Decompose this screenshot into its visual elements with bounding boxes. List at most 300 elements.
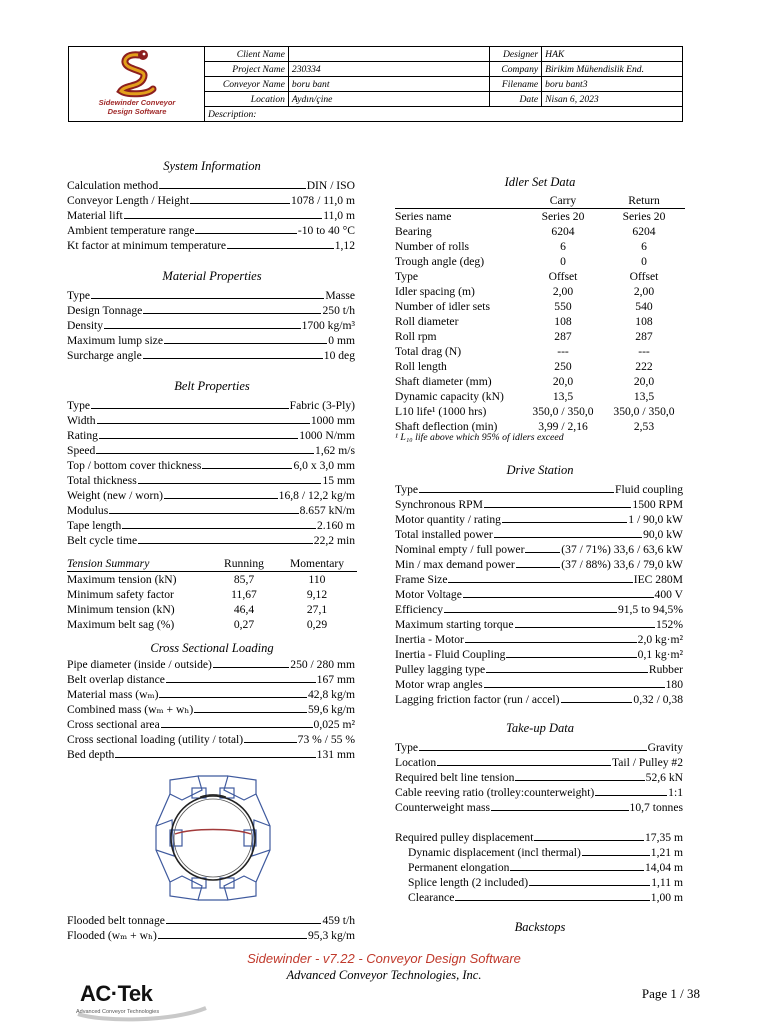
row-cross-sectional-area [67,717,355,732]
row-label: Idler spacing (m) [395,285,475,298]
row-maximum-starting-torque [395,617,683,632]
row-label: Material lift [67,209,123,222]
row-value: 180 [665,678,683,691]
row-conveyor-length-height [67,193,355,208]
row-value: 287 [635,330,653,343]
return-header: Return [603,193,685,209]
row-label: Permanent elongation [408,861,510,874]
location-label: Location [205,92,289,107]
leader-line [164,343,327,344]
leader-line [124,218,323,219]
row-value: 22,2 min [313,534,355,547]
row-label: Modulus [67,504,109,517]
row-value: 9,12 [306,588,328,601]
actek-logo [72,978,212,1022]
leader-line [164,498,278,499]
row-label: Type [395,483,419,496]
row-value: 1500 RPM [632,498,683,511]
tension-row [67,602,357,617]
leader-line [138,483,322,484]
row-counterweight-mass [395,800,683,815]
leader-line [202,468,292,469]
actek-wordmark: AC·Tek [80,981,153,1006]
leader-line [484,687,665,688]
row-value: 0 [641,255,647,268]
leader-line [595,795,667,796]
date-value: Nisan 6, 2023 [542,92,683,107]
row-label: Rating [67,429,98,442]
row-label: Maximum belt sag (%) [67,618,175,631]
idler-row [395,344,685,359]
idler-row [395,404,685,419]
row-calculation-method [67,178,355,193]
location-value: Aydın/çine [288,92,489,107]
row-label: Weight (new / worn) [67,489,163,502]
row-value: --- [638,345,650,358]
row-label: Maximum lump size [67,334,163,347]
leader-line [91,408,289,409]
row-label: Motor wrap angles [395,678,483,691]
row-total-installed-power [395,527,683,542]
row-flooded-belt-tonnage [67,913,355,928]
row-label: Synchronous RPM [395,498,483,511]
leader-line [494,537,642,538]
row-value: 27,1 [306,603,328,616]
row-location [395,755,683,770]
row-value: 91,5 to 94,5% [617,603,683,616]
row-value: 20,0 [633,375,655,388]
row-label: Speed [67,444,96,457]
row-splice-length-2-included [395,875,683,890]
row-value: 6 [560,240,566,253]
row-value: 250 [554,360,572,373]
row-value: 167 mm [316,673,355,686]
row-value: 459 t/h [322,914,355,927]
row-value: 250 / 280 mm [290,658,355,671]
project-name-label: Project Name [205,62,289,77]
row-motor-wrap-angles [395,677,683,692]
row-label: Number of rolls [395,240,470,253]
row-inertia-motor [395,632,683,647]
row-value: Series 20 [622,210,666,223]
row-type [67,288,355,303]
row-value: 108 [554,315,572,328]
row-label: Total drag (N) [395,345,462,358]
header-table [204,46,683,122]
row-min-max-demand-power [395,557,683,572]
row-label: Top / bottom cover thickness [67,459,202,472]
row-value: 1:1 [668,786,683,799]
leader-line [244,742,297,743]
row-value: 540 [635,300,653,313]
row-label: Lagging friction factor (run / accel) [395,693,560,706]
row-label: Shaft deflection (min) [395,420,498,433]
leader-line [419,492,614,493]
row-label: Dynamic capacity (kN) [395,390,504,403]
row-value: 1,11 m [651,876,683,889]
row-value: 350,0 / 350,0 [532,405,594,418]
drive-station-title: Drive Station [506,463,574,477]
logo-text [69,98,205,116]
row-label: Type [395,741,419,754]
row-label: Flooded belt tonnage [67,914,165,927]
tension-row [67,617,357,632]
tension-row [67,572,357,588]
project-name-value: 230334 [288,62,489,77]
row-belt-overlap-distance [67,672,355,687]
row-value: (37 / 88%) 33,6 / 79,0 kW [561,558,683,571]
leader-line [529,885,650,886]
row-belt-cycle-time [67,533,355,548]
row-combined-mass-w-w [67,702,355,717]
client-name-value [288,47,489,62]
row-permanent-elongation [395,860,683,875]
row-maximum-lump-size [67,333,355,348]
row-value: 42,8 kg/m [307,688,355,701]
row-cross-sectional-loading-utility-total [67,732,355,747]
row-value: 0,025 m² [313,718,355,731]
description-cell [205,107,683,122]
leader-line [582,855,650,856]
row-frame-size [395,572,683,587]
row-value: 108 [635,315,653,328]
row-weight-new-worn [67,488,355,503]
idler-blank-header [395,193,523,209]
row-value: 0,32 / 0,38 [633,693,683,706]
row-value: 2,00 [552,285,574,298]
leader-line [194,712,307,713]
row-label: Density [67,319,104,332]
row-synchronous-rpm [395,497,683,512]
row-value: 350,0 / 350,0 [613,405,675,418]
row-value: Tail / Pulley #2 [612,756,683,769]
leader-line [109,513,298,514]
row-value: 0 [560,255,566,268]
row-label: Combined mass (wₘ + wₕ) [67,703,194,716]
row-value: Gravity [647,741,683,754]
row-required-belt-line-tension [395,770,683,785]
leader-line [419,750,647,751]
row-value: Fluid coupling [615,483,683,496]
row-value: 400 V [654,588,683,601]
row-label: Total thickness [67,474,137,487]
leader-line [91,298,324,299]
backstops-title: Backstops [514,920,566,934]
row-label: Shaft diameter (mm) [395,375,492,388]
row-label: Motor Voltage [395,588,462,601]
leader-line [510,870,644,871]
filename-label: Filename [490,77,542,92]
leader-line [534,840,644,841]
leader-line [104,328,301,329]
leader-line [159,188,306,189]
row-width [67,413,355,428]
leader-line [502,522,627,523]
row-lagging-friction-factor-run-accel [395,692,683,707]
belt-properties-title: Belt Properties [174,379,250,393]
leader-line [448,582,632,583]
take-up-data-title: Take-up Data [506,721,574,735]
row-label: Trough angle (deg) [395,255,485,268]
row-pipe-diameter-inside-outside [67,657,355,672]
row-value: 1000 N/mm [299,429,355,442]
conveyor-name-value: boru bant [288,77,489,92]
row-value: 11,0 m [323,209,355,222]
row-value: 3,99 / 2,16 [538,420,588,433]
leader-line [463,597,654,598]
row-value: 0,29 [306,618,328,631]
leader-line [115,757,315,758]
row-value: --- [557,345,569,358]
leader-line [484,507,631,508]
row-motor-voltage [395,587,683,602]
row-value: 0 mm [328,334,355,347]
row-label: Cross sectional area [67,718,160,731]
idler-row [395,269,685,284]
row-label: Location [395,756,437,769]
pipe-cross-section-diagram [148,770,278,906]
row-label: Type [67,399,91,412]
conveyor-name-label: Conveyor Name [205,77,289,92]
row-density [67,318,355,333]
leader-line [515,780,644,781]
description-label: Description: [208,108,257,120]
row-value: (37 / 71%) 33,6 / 63,6 kW [561,543,683,556]
row-value: 152% [655,618,683,631]
cross-sectional-loading-title: Cross Sectional Loading [150,641,274,655]
row-value: 14,04 m [644,861,683,874]
row-required-pulley-displacement [395,830,683,845]
leader-line [525,552,560,553]
row-clearance [395,890,683,905]
row-label: Roll rpm [395,330,437,343]
row-speed [67,443,355,458]
flooded-list [67,913,355,943]
row-value: 15 mm [322,474,355,487]
software-version-footer: Sidewinder - v7.22 - Conveyor Design Software [247,951,521,966]
row-kt-factor-at-minimum-temperature [67,238,355,253]
leader-line [143,313,321,314]
leader-line [561,702,633,703]
row-label: Conveyor Length / Height [67,194,190,207]
row-label: Required belt line tension [395,771,515,784]
actek-tagline: Advanced Conveyor Technologies [76,1009,160,1015]
row-value: 8.657 kN/m [299,504,355,517]
row-value: -10 to 40 °C [297,224,355,237]
row-label: Required pulley displacement [395,831,534,844]
row-value: 6204 [632,225,656,238]
spacer [395,815,683,830]
leader-line [506,657,636,658]
leader-line [195,233,296,234]
row-value: 1,21 m [650,846,683,859]
row-value: 73 % / 55 % [297,733,355,746]
row-value: Series 20 [541,210,585,223]
row-rating [67,428,355,443]
row-bed-depth [67,747,355,762]
leader-line [516,567,561,568]
row-value: 0,1 kg·m² [637,648,683,661]
row-value: 95,3 kg/m [307,929,355,942]
system-information-title: System Information [163,159,261,173]
leader-line [444,612,617,613]
leader-line [96,453,314,454]
row-value: 2,00 [633,285,655,298]
page-number: Page 1 / 38 [641,986,700,1001]
row-value: 110 [308,573,326,586]
row-label: Material mass (wₘ) [67,688,159,701]
leader-line [465,642,637,643]
row-total-thickness [67,473,355,488]
row-value: 1 / 90,0 kW [628,513,683,526]
material-properties-list [67,288,355,363]
row-label: Cable reeving ratio (trolley:counterweight) [395,786,595,799]
idler-row [395,359,685,374]
row-flooded-w-w [67,928,355,943]
row-top-bottom-cover-thickness [67,458,355,473]
row-surcharge-angle [67,348,355,363]
idler-row [395,254,685,269]
row-value: IEC 280M [633,573,683,586]
company-label: Company [490,62,542,77]
row-value: 10,7 tonnes [629,801,683,814]
drive-station-list [395,482,683,707]
idler-row [395,224,685,239]
row-label: Design Tonnage [67,304,143,317]
row-value: 2,0 kg·m² [637,633,683,646]
designer-value: HAK [542,47,683,62]
row-label: Pipe diameter (inside / outside) [67,658,212,671]
row-label: Counterweight mass [395,801,490,814]
row-label: Maximum starting torque [395,618,514,631]
row-value: Offset [548,270,578,283]
row-value: 550 [554,300,572,313]
date-label: Date [490,92,542,107]
row-value: 2.160 m [316,519,355,532]
row-label: Clearance [408,891,455,904]
row-cable-reeving-ratio-trolley-counterweight [395,785,683,800]
row-tape-length [67,518,355,533]
row-value: 16,8 / 12,2 kg/m [278,489,355,502]
row-label: Type [67,289,91,302]
take-up-data-list [395,740,683,905]
system-information-list [67,178,355,253]
row-label: Kt factor at minimum temperature [67,239,227,252]
row-pulley-lagging-type [395,662,683,677]
carry-header: Carry [523,193,603,209]
row-type [67,398,355,413]
row-label: Bearing [395,225,432,238]
idler-row [395,209,685,225]
running-header: Running [211,556,277,572]
row-label: Minimum tension (kN) [67,603,175,616]
row-value: 2,53 [633,420,655,433]
row-material-lift [67,208,355,223]
row-label: Inertia - Fluid Coupling [395,648,506,661]
idler-row [395,299,685,314]
row-value: 1,00 m [650,891,683,904]
row-type [395,482,683,497]
leader-line [97,423,310,424]
row-label: Minimum safety factor [67,588,174,601]
leader-line [455,900,649,901]
row-value: 1,62 m/s [315,444,355,457]
row-value: 13,5 [633,390,655,403]
logo-line-2: Design Software [107,107,167,116]
row-label: Min / max demand power [395,558,515,571]
row-value: 13,5 [552,390,574,403]
row-value: 1078 / 11,0 m [291,194,355,207]
row-value: 1000 mm [310,414,355,427]
row-inertia-fluid-coupling [395,647,683,662]
leader-line [437,765,611,766]
leader-line [190,203,290,204]
client-name-label: Client Name [205,47,289,62]
row-label: Cross sectional loading (utility / total) [67,733,244,746]
row-value: Masse [325,289,355,302]
row-value: 90,0 kW [643,528,683,541]
row-ambient-temperature-range [67,223,355,238]
leader-line [99,438,298,439]
idler-row [395,284,685,299]
tension-summary-header: Tension Summary [67,556,211,572]
row-value: 59,6 kg/m [307,703,355,716]
row-label: Efficiency [395,603,444,616]
row-label: Pulley lagging type [395,663,486,676]
momentary-header: Momentary [277,556,357,572]
row-modulus [67,503,355,518]
row-value: 1,12 [334,239,355,252]
leader-line [143,358,323,359]
idler-row [395,239,685,254]
row-label: Dynamic displacement (incl thermal) [408,846,581,859]
row-value: 17,35 m [644,831,683,844]
idler-row [395,374,685,389]
row-label: Number of idler sets [395,300,490,313]
leader-line [491,810,629,811]
leader-line [161,727,313,728]
row-label: Calculation method [67,179,159,192]
row-value: 287 [554,330,572,343]
row-value: 85,7 [233,573,255,586]
leader-line [166,682,316,683]
row-nominal-empty-full-power [395,542,683,557]
row-label: Nominal empty / full power [395,543,525,556]
idler-row [395,329,685,344]
row-label: Maximum tension (kN) [67,573,177,586]
row-value: 0,27 [233,618,255,631]
row-label: Tape length [67,519,122,532]
row-motor-quantity-rating [395,512,683,527]
row-label: Bed depth [67,748,115,761]
row-design-tonnage [67,303,355,318]
row-label: Type [395,270,419,283]
leader-line [159,697,307,698]
row-efficiency [395,602,683,617]
leader-line [122,528,316,529]
row-value: 6,0 x 3,0 mm [293,459,355,472]
row-value: 1700 kg/m³ [301,319,355,332]
row-label: Belt cycle time [67,534,138,547]
logo-line-1: Sidewinder Conveyor [98,98,176,107]
row-value: Rubber [648,663,683,676]
idler-set-table [395,193,685,434]
row-label: Roll length [395,360,447,373]
row-value: Fabric (3-Ply) [289,399,355,412]
row-value: 131 mm [316,748,355,761]
row-label: Surcharge angle [67,349,142,362]
row-label: Ambient temperature range [67,224,195,237]
